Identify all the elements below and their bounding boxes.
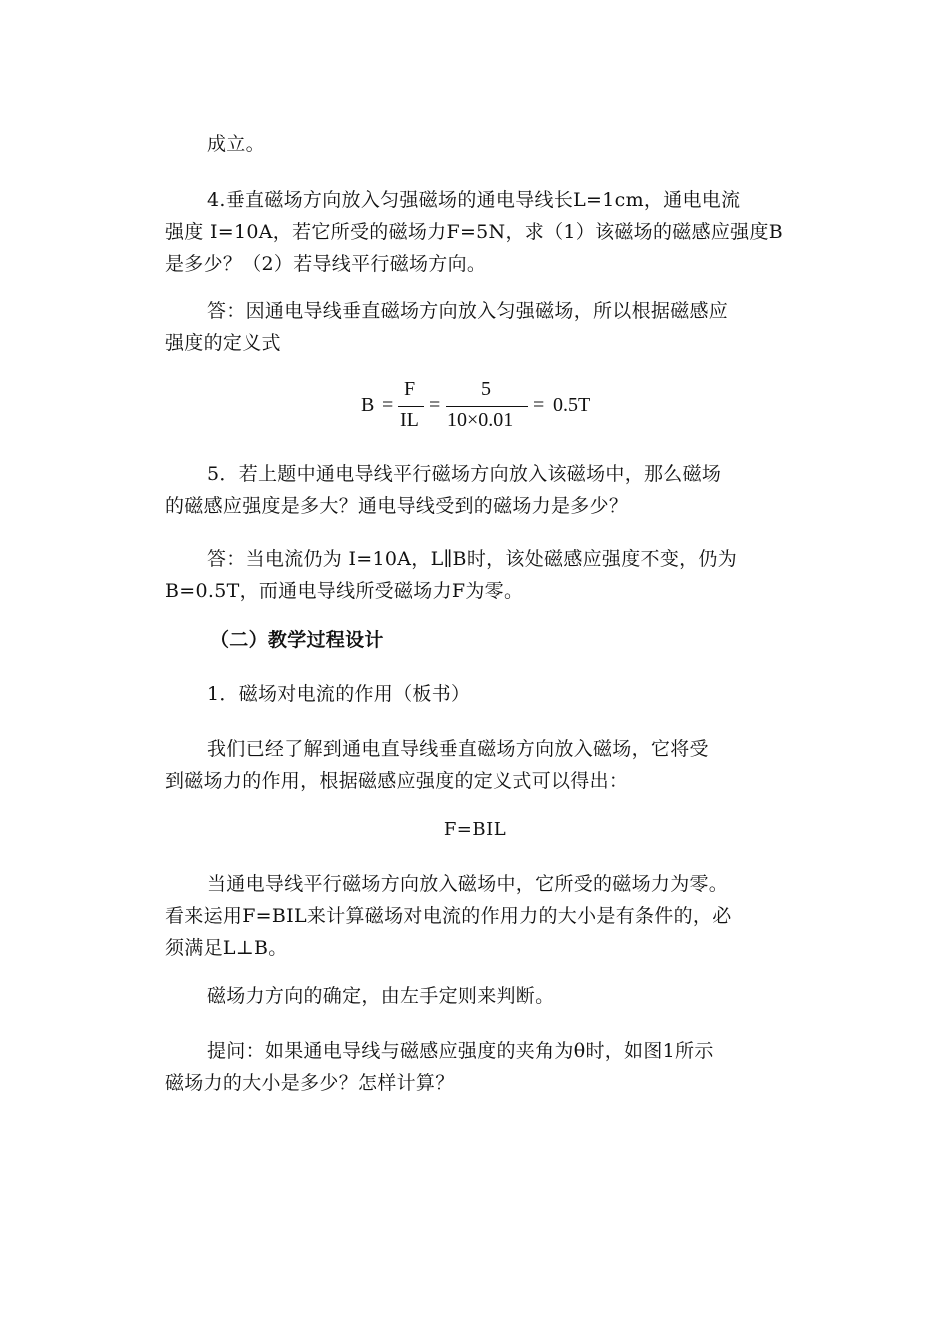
formula-equals: = — [382, 394, 394, 416]
text-line: 当通电导线平行磁场方向放入磁场中，它所受的磁场力为零。 — [207, 873, 729, 895]
text-line: B=0.5T，而通电导线所受磁场力F为零。 — [165, 580, 524, 602]
formula-equals: = — [429, 394, 441, 416]
fraction-bar — [446, 406, 528, 407]
section-heading — [165, 624, 790, 656]
formula-magnetic-induction — [355, 378, 595, 438]
paragraph-question — [165, 1035, 790, 1099]
text-line: 是多少？（2）若导线平行磁场方向。 — [165, 253, 487, 275]
paragraph-subtitle — [165, 678, 790, 710]
paragraph-direction — [165, 980, 790, 1012]
formula-denominator: 10×0.01 — [447, 409, 514, 431]
paragraph-conclusion — [165, 128, 790, 160]
text-line: 5．若上题中通电导线平行磁场方向放入该磁场中，那么磁场 — [207, 463, 722, 485]
text-line: 4.垂直磁场方向放入匀强磁场的通电导线长L=1cm，通电电流 — [207, 189, 741, 211]
formula-force: F=BIL — [443, 819, 507, 840]
paragraph-question-4 — [165, 184, 790, 280]
fraction-bar — [398, 406, 424, 407]
formula-result: 0.5T — [553, 394, 591, 416]
paragraph-question-5 — [165, 458, 790, 522]
text-line: 强度的定义式 — [165, 332, 281, 354]
formula-numerator: F — [404, 378, 416, 400]
formula-denominator: IL — [400, 409, 419, 431]
text-line: 成立。 — [207, 133, 265, 155]
text-line: 须满足L⊥B。 — [165, 937, 288, 959]
text-line: 磁场力方向的确定，由左手定则来判断。 — [207, 985, 555, 1007]
text-line: 强度 I=10A，若它所受的磁场力F=5N，求（1）该磁场的磁感应强度B — [165, 221, 784, 243]
text-line: 看来运用F=BIL来计算磁场对电流的作用力的大小是有条件的，必 — [165, 905, 732, 927]
paragraph-explanation — [165, 733, 790, 797]
text-line: 到磁场力的作用，根据磁感应强度的定义式可以得出： — [165, 770, 629, 792]
text-line: 提问：如果通电导线与磁感应强度的夹角为θ时，如图1所示 — [207, 1040, 714, 1062]
text-line: 答：当电流仍为 I=10A，L∥B时，该处磁感应强度不变，仍为 — [207, 548, 738, 570]
formula-lhs: B — [361, 394, 375, 416]
paragraph-answer-5 — [165, 543, 790, 607]
paragraph-answer-4 — [165, 295, 790, 359]
paragraph-condition — [165, 868, 790, 964]
formula-equals: = — [533, 394, 545, 416]
text-line: 的磁感应强度是多大？通电导线受到的磁场力是多少？ — [165, 495, 629, 517]
heading-text: （二）教学过程设计 — [210, 629, 384, 651]
text-line: 我们已经了解到通电直导线垂直磁场方向放入磁场，它将受 — [207, 738, 709, 760]
text-line: 磁场力的大小是多少？怎样计算？ — [165, 1072, 455, 1094]
text-line: 答：因通电导线垂直磁场方向放入匀强磁场，所以根据磁感应 — [207, 300, 729, 322]
formula-numerator: 5 — [481, 378, 491, 400]
text-line: 1．磁场对电流的作用（板书） — [207, 683, 471, 705]
